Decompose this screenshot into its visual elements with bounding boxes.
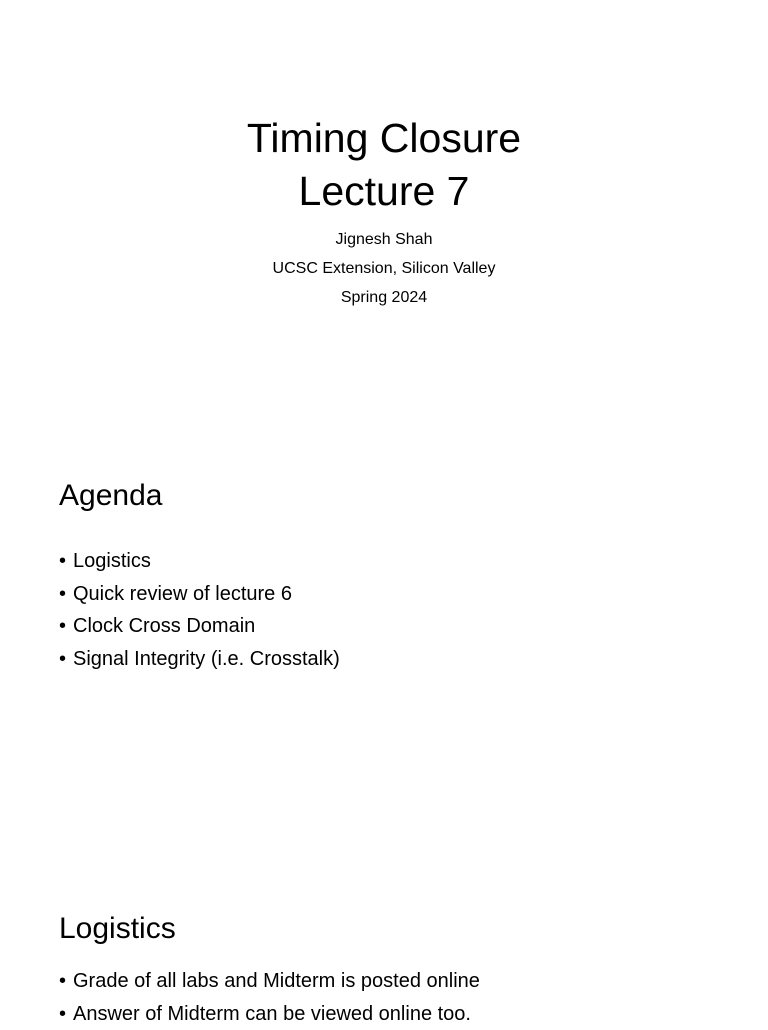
list-item-text: Logistics: [73, 550, 151, 572]
term: Spring 2024: [0, 283, 768, 312]
list-item-text: Clock Cross Domain: [73, 615, 255, 637]
affiliation: UCSC Extension, Silicon Valley: [0, 254, 768, 283]
bullet-icon: •: [59, 643, 66, 676]
list-item-text: Signal Integrity (i.e. Crosstalk): [73, 648, 340, 670]
bullet-icon: •: [59, 965, 66, 998]
agenda-list: [59, 545, 340, 675]
slide-title-line2: Lecture 7: [0, 165, 768, 218]
list-item: [59, 545, 340, 578]
bullet-icon: •: [59, 545, 66, 578]
list-item-text: Quick review of lecture 6: [73, 583, 292, 605]
agenda-slide: [0, 432, 768, 864]
list-item: [59, 998, 480, 1030]
bullet-icon: •: [59, 578, 66, 611]
list-item-text: Grade of all labs and Midterm is posted online: [73, 970, 480, 992]
agenda-heading: Agenda: [59, 476, 162, 516]
list-item: [59, 965, 480, 998]
list-item-text: Answer of Midterm can be viewed online too.: [73, 1003, 471, 1025]
logistics-heading: Logistics: [59, 909, 176, 949]
list-item: [59, 643, 340, 676]
author-name: Jignesh Shah: [0, 225, 768, 254]
bullet-icon: •: [59, 610, 66, 643]
list-item: [59, 610, 340, 643]
logistics-slide: [0, 864, 768, 1024]
logistics-list: [59, 965, 480, 1030]
list-item: [59, 578, 340, 611]
slide-title-line1: Timing Closure: [0, 112, 768, 165]
title-slide: [0, 0, 768, 432]
bullet-icon: •: [59, 998, 66, 1030]
